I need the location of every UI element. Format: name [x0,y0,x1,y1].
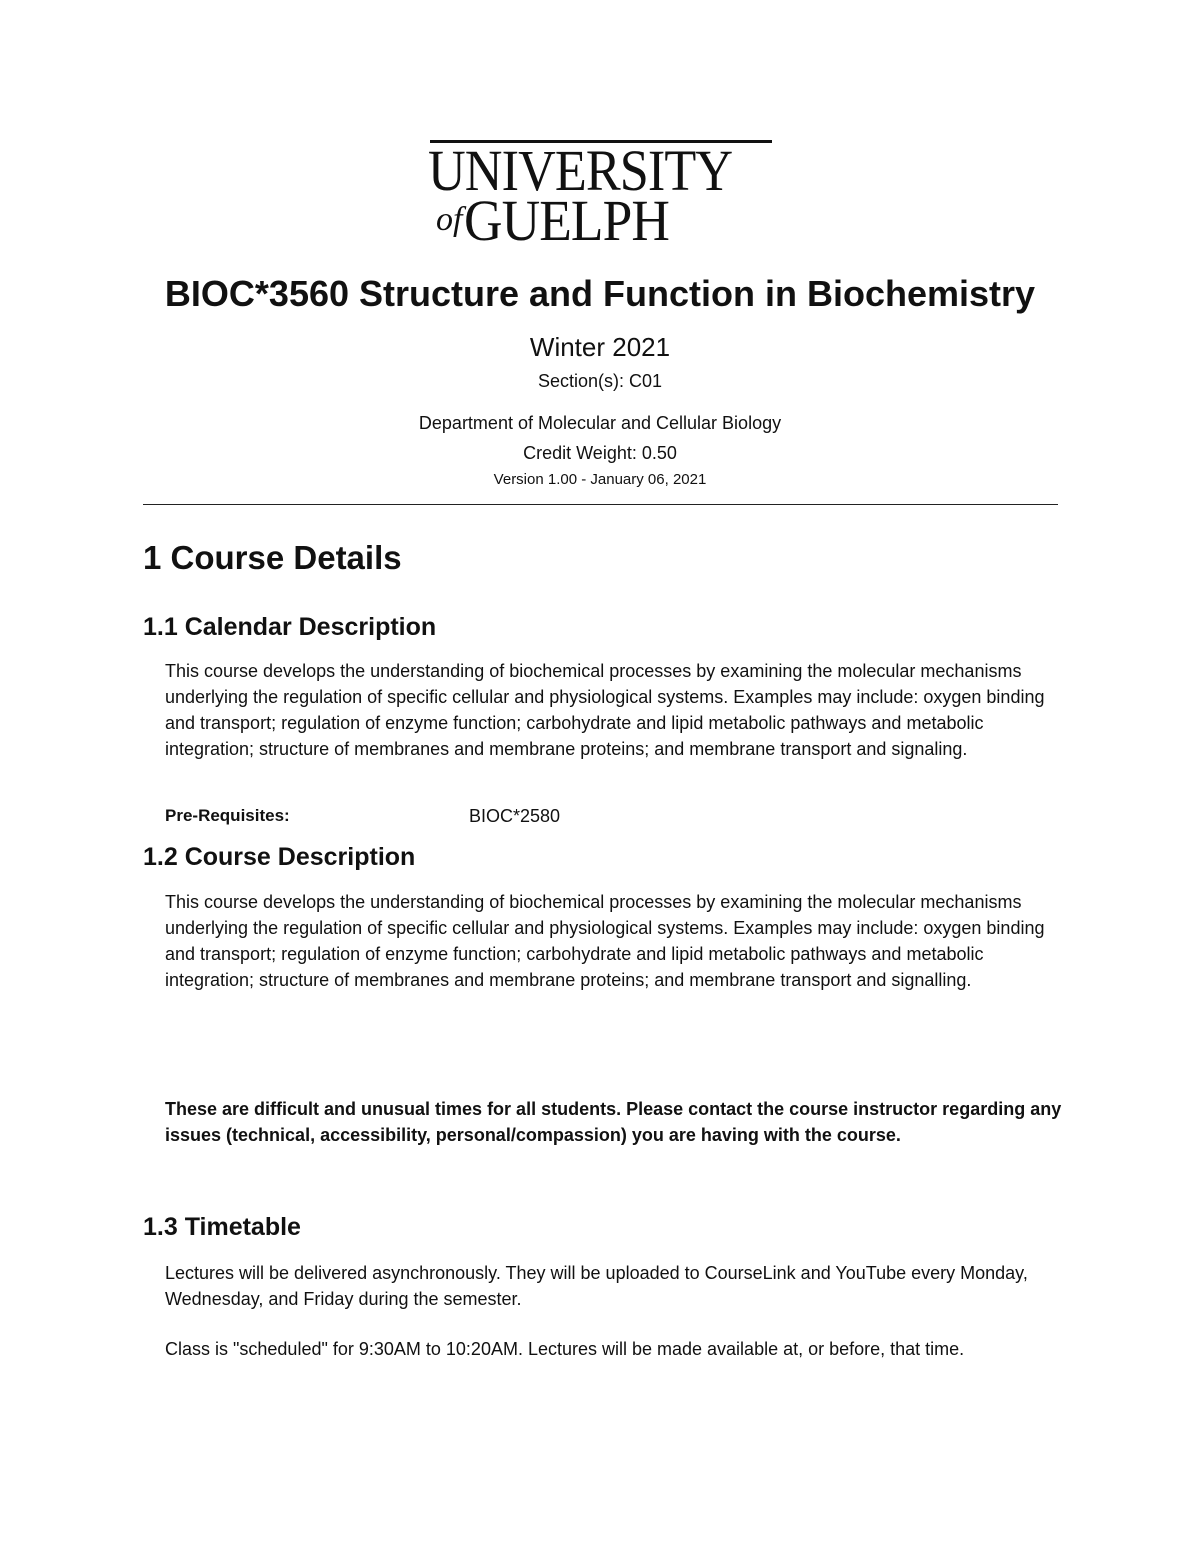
logo-of-text: of [436,201,463,238]
logo-guelph-text: GUELPH [464,188,670,253]
logo-university-text: UNIVERSITY [428,138,733,203]
instructor-contact-notice: These are difficult and unusual times for all students. Please contact the course instructor regarding any issues (technical, accessibility, personal/compassion) you are having with the course. [165,1099,1062,1145]
document-version: Version 1.00 - January 06, 2021 [493,471,707,488]
timetable-schedule-text: Class is "scheduled" for 9:30AM to 10:20AM. Lectures will be made available at, or before, that time. [165,1339,965,1359]
subsection-heading-calendar-description: 1.1 Calendar Description [143,613,437,641]
logo-line2 [436,188,687,253]
course-credit-weight: Credit Weight: 0.50 [523,443,677,463]
prerequisites-label: Pre-Requisites: [165,806,290,825]
course-term: Winter 2021 [529,332,671,362]
university-logo [428,138,778,253]
timetable-lectures-text: Lectures will be delivered asynchronously. They will be uploaded to CourseLink and YouTube every Monday, Wednesday, and Friday during the semester. [165,1263,1028,1309]
header-divider [143,504,1058,505]
course-description-text: This course develops the understanding of biochemical processes by examining the molecular mechanisms underlying the regulation of specific cellular and physiological systems. Examples may include: oxygen binding and transport; regulation of enzyme function; carbohydrate and lipid metabolic pathways and metabolic integration; structure of membranes and membrane proteins; and membrane transport and signalling. [165,892,1045,990]
course-department: Department of Molecular and Cellular Biology [418,413,782,433]
prerequisites-value: BIOC*2580 [469,806,561,826]
calendar-description-text: This course develops the understanding of biochemical processes by examining the molecular mechanisms underlying the regulation of specific cellular and physiological systems. Examples may include: oxygen binding and transport; regulation of enzyme function; carbohydrate and lipid metabolic pathways and metabolic integration; structure of membranes and membrane proteins; and membrane transport and signaling. [165,661,1045,759]
subsection-heading-course-description: 1.2 Course Description [143,843,416,871]
section-heading-course-details: 1 Course Details [143,539,402,576]
subsection-heading-timetable: 1.3 Timetable [143,1213,301,1241]
course-sections: Section(s): C01 [537,371,663,391]
course-title: BIOC*3560 Structure and Function in Biochemistry [164,273,1036,314]
